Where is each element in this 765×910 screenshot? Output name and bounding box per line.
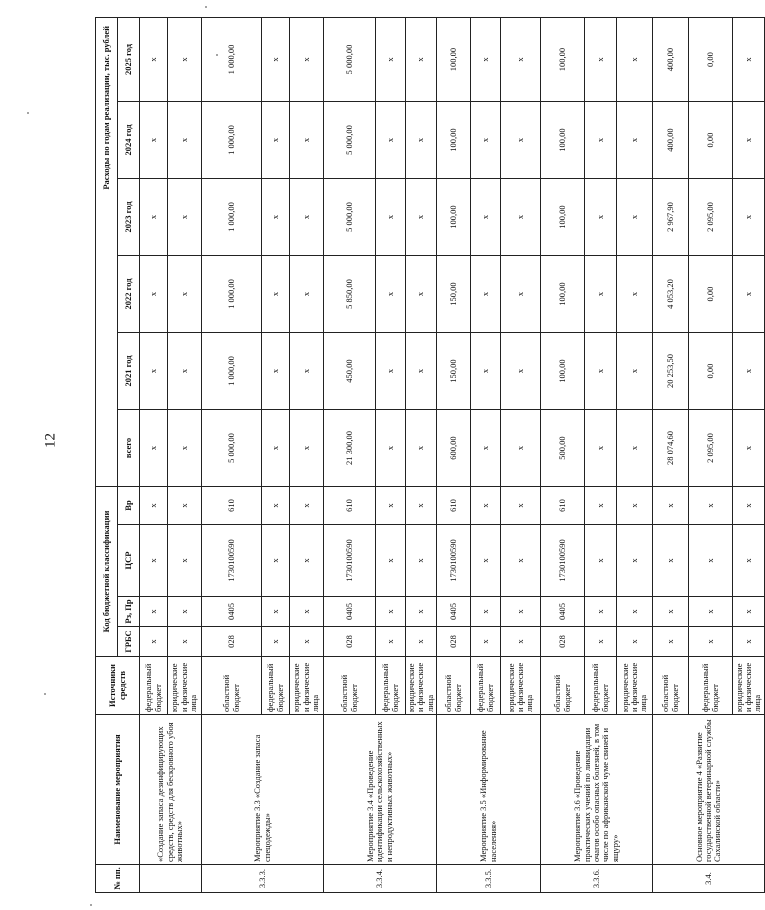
activity-name: Мероприятие 3.5 «Информирование населения»	[437, 715, 541, 865]
header-2025: 2025 год	[118, 18, 140, 102]
header-2021: 2021 год	[118, 333, 140, 410]
cell-y2023: х	[376, 179, 406, 256]
row-number: 3.3.6.	[541, 865, 653, 893]
row-number	[140, 865, 202, 893]
cell-total: 600,00	[437, 410, 471, 487]
cell-rzpr: х	[168, 597, 202, 627]
cell-source: областной бюджет	[541, 657, 585, 715]
cell-vr: 610	[541, 487, 585, 525]
cell-y2022: 1 000,00	[202, 256, 262, 333]
page-number: 12	[42, 433, 59, 448]
cell-csr: х	[140, 525, 168, 597]
header-expenses-group: Расходы по годам реализации, тыс. рублей	[96, 18, 118, 487]
cell-rzpr: 0405	[437, 597, 471, 627]
cell-vr: х	[689, 487, 733, 525]
cell-y2021: х	[290, 333, 324, 410]
header-num: № пп.	[96, 865, 140, 893]
cell-source: федеральный бюджет	[471, 657, 501, 715]
cell-y2023: 100,00	[541, 179, 585, 256]
cell-grbs: х	[501, 627, 541, 657]
cell-y2025: х	[501, 18, 541, 102]
cell-y2025: х	[140, 18, 168, 102]
header-2024: 2024 год	[118, 102, 140, 179]
cell-y2024: х	[168, 102, 202, 179]
cell-rzpr: х	[653, 597, 689, 627]
activity-name: Мероприятие 3.6 «Проведение практических учений по ликвидации очагов особо опасных болезней, в том числе по африканской чуме свиней и ящуру»	[541, 715, 653, 865]
cell-total: х	[471, 410, 501, 487]
cell-rzpr: х	[471, 597, 501, 627]
cell-rzpr: х	[501, 597, 541, 627]
cell-total: х	[585, 410, 617, 487]
cell-y2023: 5 000,00	[324, 179, 376, 256]
cell-source: федеральный бюджет	[689, 657, 733, 715]
cell-rzpr: х	[689, 597, 733, 627]
cell-y2024: х	[733, 102, 765, 179]
cell-y2025: х	[617, 18, 653, 102]
cell-y2025: х	[733, 18, 765, 102]
cell-y2021: х	[501, 333, 541, 410]
cell-vr: 610	[324, 487, 376, 525]
cell-y2022: 150,00	[437, 256, 471, 333]
cell-y2022: х	[262, 256, 290, 333]
cell-total: 2 095,00	[689, 410, 733, 487]
cell-y2025: 100,00	[541, 18, 585, 102]
cell-y2021: 450,00	[324, 333, 376, 410]
cell-grbs: х	[290, 627, 324, 657]
cell-vr: х	[140, 487, 168, 525]
cell-y2024: х	[585, 102, 617, 179]
cell-grbs: х	[406, 627, 437, 657]
cell-source: федеральный бюджет	[376, 657, 406, 715]
cell-grbs: 028	[541, 627, 585, 657]
cell-y2024: х	[501, 102, 541, 179]
row-number: 3.3.5.	[437, 865, 541, 893]
cell-y2024: 400,00	[653, 102, 689, 179]
cell-csr: х	[471, 525, 501, 597]
cell-grbs: 028	[437, 627, 471, 657]
cell-y2023: 2 095,00	[689, 179, 733, 256]
cell-y2022: х	[471, 256, 501, 333]
cell-y2023: х	[501, 179, 541, 256]
header-grbs: ГРБС	[118, 627, 140, 657]
cell-source: областной бюджет	[202, 657, 262, 715]
cell-csr: 1730100590	[202, 525, 262, 597]
cell-y2023: 2 967,90	[653, 179, 689, 256]
table-row	[202, 18, 262, 893]
cell-y2024: х	[471, 102, 501, 179]
cell-y2024: х	[262, 102, 290, 179]
cell-y2025: 400,00	[653, 18, 689, 102]
cell-grbs: х	[140, 627, 168, 657]
cell-y2021: х	[585, 333, 617, 410]
cell-grbs: х	[471, 627, 501, 657]
cell-grbs: х	[168, 627, 202, 657]
cell-total: х	[168, 410, 202, 487]
cell-y2024: 0,00	[689, 102, 733, 179]
cell-source: юридические и физические лица	[733, 657, 765, 715]
cell-y2025: 1 000,00	[202, 18, 262, 102]
cell-y2025: х	[168, 18, 202, 102]
cell-vr: х	[376, 487, 406, 525]
cell-y2023: 100,00	[437, 179, 471, 256]
cell-y2025: 5 000,00	[324, 18, 376, 102]
scan-speck	[90, 904, 92, 906]
cell-y2021: х	[471, 333, 501, 410]
cell-y2023: х	[733, 179, 765, 256]
scan-speck	[27, 112, 29, 114]
cell-y2021: 150,00	[437, 333, 471, 410]
header-2023: 2023 год	[118, 179, 140, 256]
cell-y2022: х	[290, 256, 324, 333]
header-vr: Вр	[118, 487, 140, 525]
cell-vr: х	[471, 487, 501, 525]
table-body	[140, 18, 765, 893]
cell-vr: х	[653, 487, 689, 525]
cell-y2022: 5 850,00	[324, 256, 376, 333]
header-total: всего	[118, 410, 140, 487]
cell-y2023: х	[585, 179, 617, 256]
cell-y2025: х	[290, 18, 324, 102]
cell-rzpr: х	[262, 597, 290, 627]
cell-grbs: х	[262, 627, 290, 657]
cell-y2025: х	[406, 18, 437, 102]
cell-y2023: х	[168, 179, 202, 256]
cell-rzpr: х	[733, 597, 765, 627]
cell-grbs: 028	[202, 627, 262, 657]
cell-y2022: х	[406, 256, 437, 333]
cell-y2023: х	[406, 179, 437, 256]
table-row	[324, 18, 376, 893]
cell-y2021: х	[376, 333, 406, 410]
cell-csr: х	[653, 525, 689, 597]
cell-y2021: х	[733, 333, 765, 410]
cell-total: х	[376, 410, 406, 487]
scan-speck	[44, 693, 46, 695]
header-source: Источники средств	[96, 657, 140, 715]
cell-vr: 610	[202, 487, 262, 525]
activity-name: Мероприятие 3.4 «Проведение идентификации сельскохозяйственных и непродуктивных животных»	[324, 715, 437, 865]
cell-y2023: х	[471, 179, 501, 256]
cell-csr: х	[733, 525, 765, 597]
table-header	[96, 18, 140, 893]
cell-vr: х	[290, 487, 324, 525]
cell-y2025: 100,00	[437, 18, 471, 102]
cell-grbs: х	[376, 627, 406, 657]
cell-csr: 1730100590	[437, 525, 471, 597]
cell-source: областной бюджет	[653, 657, 689, 715]
cell-y2025: 0,00	[689, 18, 733, 102]
cell-y2021: 20 253,50	[653, 333, 689, 410]
cell-y2023: х	[140, 179, 168, 256]
cell-y2023: х	[290, 179, 324, 256]
cell-total: х	[406, 410, 437, 487]
cell-y2021: х	[168, 333, 202, 410]
row-number: 3.4.	[653, 865, 765, 893]
cell-y2023: 1 000,00	[202, 179, 262, 256]
cell-y2022: х	[501, 256, 541, 333]
cell-source: федеральный бюджет	[585, 657, 617, 715]
cell-vr: х	[733, 487, 765, 525]
cell-source: юридические и физические лица	[168, 657, 202, 715]
cell-total: 21 300,00	[324, 410, 376, 487]
cell-rzpr: х	[290, 597, 324, 627]
cell-source: юридические и физические лица	[617, 657, 653, 715]
cell-total: 5 000,00	[202, 410, 262, 487]
scan-speck	[216, 54, 218, 56]
cell-vr: х	[406, 487, 437, 525]
cell-grbs: х	[585, 627, 617, 657]
cell-y2022: х	[168, 256, 202, 333]
cell-grbs: х	[617, 627, 653, 657]
cell-csr: х	[585, 525, 617, 597]
cell-total: х	[617, 410, 653, 487]
cell-vr: х	[501, 487, 541, 525]
cell-rzpr: х	[585, 597, 617, 627]
header-rzpr: Рз, Пр	[118, 597, 140, 627]
cell-vr: х	[585, 487, 617, 525]
activity-name: «Создание запаса дезинфицирующих средств, средств для бескровного убоя животных»	[140, 715, 202, 865]
cell-y2024: 1 000,00	[202, 102, 262, 179]
cell-y2022: х	[733, 256, 765, 333]
cell-rzpr: 0405	[324, 597, 376, 627]
cell-csr: х	[617, 525, 653, 597]
cell-y2022: 0,00	[689, 256, 733, 333]
table-row	[541, 18, 585, 893]
scan-speck	[205, 6, 207, 8]
cell-y2024: 100,00	[437, 102, 471, 179]
cell-vr: х	[168, 487, 202, 525]
cell-y2025: х	[471, 18, 501, 102]
cell-y2021: х	[617, 333, 653, 410]
cell-y2022: 4 053,20	[653, 256, 689, 333]
cell-total: х	[733, 410, 765, 487]
cell-vr: х	[617, 487, 653, 525]
cell-y2024: х	[140, 102, 168, 179]
header-2022: 2022 год	[118, 256, 140, 333]
cell-y2025: х	[376, 18, 406, 102]
cell-csr: х	[501, 525, 541, 597]
cell-y2025: х	[262, 18, 290, 102]
cell-grbs: х	[733, 627, 765, 657]
cell-y2022: х	[617, 256, 653, 333]
header-bcc-group: Код бюджетной классификации	[96, 487, 118, 657]
cell-source: юридические и физические лица	[290, 657, 324, 715]
cell-rzpr: х	[376, 597, 406, 627]
cell-y2021: 100,00	[541, 333, 585, 410]
cell-y2024: х	[376, 102, 406, 179]
header-name: Наименование мероприятия	[96, 715, 140, 865]
cell-y2022: х	[376, 256, 406, 333]
cell-csr: х	[168, 525, 202, 597]
cell-csr: 1730100590	[541, 525, 585, 597]
cell-total: х	[501, 410, 541, 487]
cell-csr: х	[376, 525, 406, 597]
cell-y2024: 5 000,00	[324, 102, 376, 179]
cell-source: юридические и физические лица	[501, 657, 541, 715]
cell-rzpr: 0405	[541, 597, 585, 627]
cell-total: х	[290, 410, 324, 487]
cell-csr: 1730100590	[324, 525, 376, 597]
budget-table	[95, 17, 765, 893]
cell-source: федеральный бюджет	[262, 657, 290, 715]
cell-y2024: х	[617, 102, 653, 179]
row-number: 3.3.4.	[324, 865, 437, 893]
rotated-page	[95, 18, 763, 893]
cell-y2025: х	[585, 18, 617, 102]
table-row	[140, 18, 168, 893]
activity-name: Мероприятие 3.3 «Создание запаса спецодежды»	[202, 715, 324, 865]
cell-csr: х	[406, 525, 437, 597]
cell-y2022: 100,00	[541, 256, 585, 333]
cell-y2021: 1 000,00	[202, 333, 262, 410]
cell-csr: х	[290, 525, 324, 597]
cell-y2021: х	[140, 333, 168, 410]
row-number: 3.3.3.	[202, 865, 324, 893]
cell-y2022: х	[140, 256, 168, 333]
cell-source: областной бюджет	[324, 657, 376, 715]
cell-vr: 610	[437, 487, 471, 525]
cell-y2024: 100,00	[541, 102, 585, 179]
cell-csr: х	[689, 525, 733, 597]
cell-csr: х	[262, 525, 290, 597]
cell-source: областной бюджет	[437, 657, 471, 715]
table-row	[437, 18, 471, 893]
cell-source: юридические и физические лица	[406, 657, 437, 715]
cell-total: х	[262, 410, 290, 487]
header-csr: ЦСР	[118, 525, 140, 597]
cell-y2021: х	[262, 333, 290, 410]
cell-rzpr: х	[406, 597, 437, 627]
cell-grbs: 028	[324, 627, 376, 657]
cell-total: 500,00	[541, 410, 585, 487]
cell-total: х	[140, 410, 168, 487]
cell-y2023: х	[617, 179, 653, 256]
cell-y2021: х	[406, 333, 437, 410]
cell-rzpr: 0405	[202, 597, 262, 627]
table-row	[653, 18, 689, 893]
cell-rzpr: х	[617, 597, 653, 627]
cell-source: федеральный бюджет	[140, 657, 168, 715]
cell-grbs: х	[653, 627, 689, 657]
cell-vr: х	[262, 487, 290, 525]
cell-y2022: х	[585, 256, 617, 333]
activity-name: Основное мероприятие 4 «Развитие государственной ветеринарной службы Сахалинской области»	[653, 715, 765, 865]
cell-total: 28 074,60	[653, 410, 689, 487]
cell-grbs: х	[689, 627, 733, 657]
cell-y2024: х	[406, 102, 437, 179]
cell-y2024: х	[290, 102, 324, 179]
cell-y2023: х	[262, 179, 290, 256]
cell-y2021: 0,00	[689, 333, 733, 410]
cell-rzpr: х	[140, 597, 168, 627]
